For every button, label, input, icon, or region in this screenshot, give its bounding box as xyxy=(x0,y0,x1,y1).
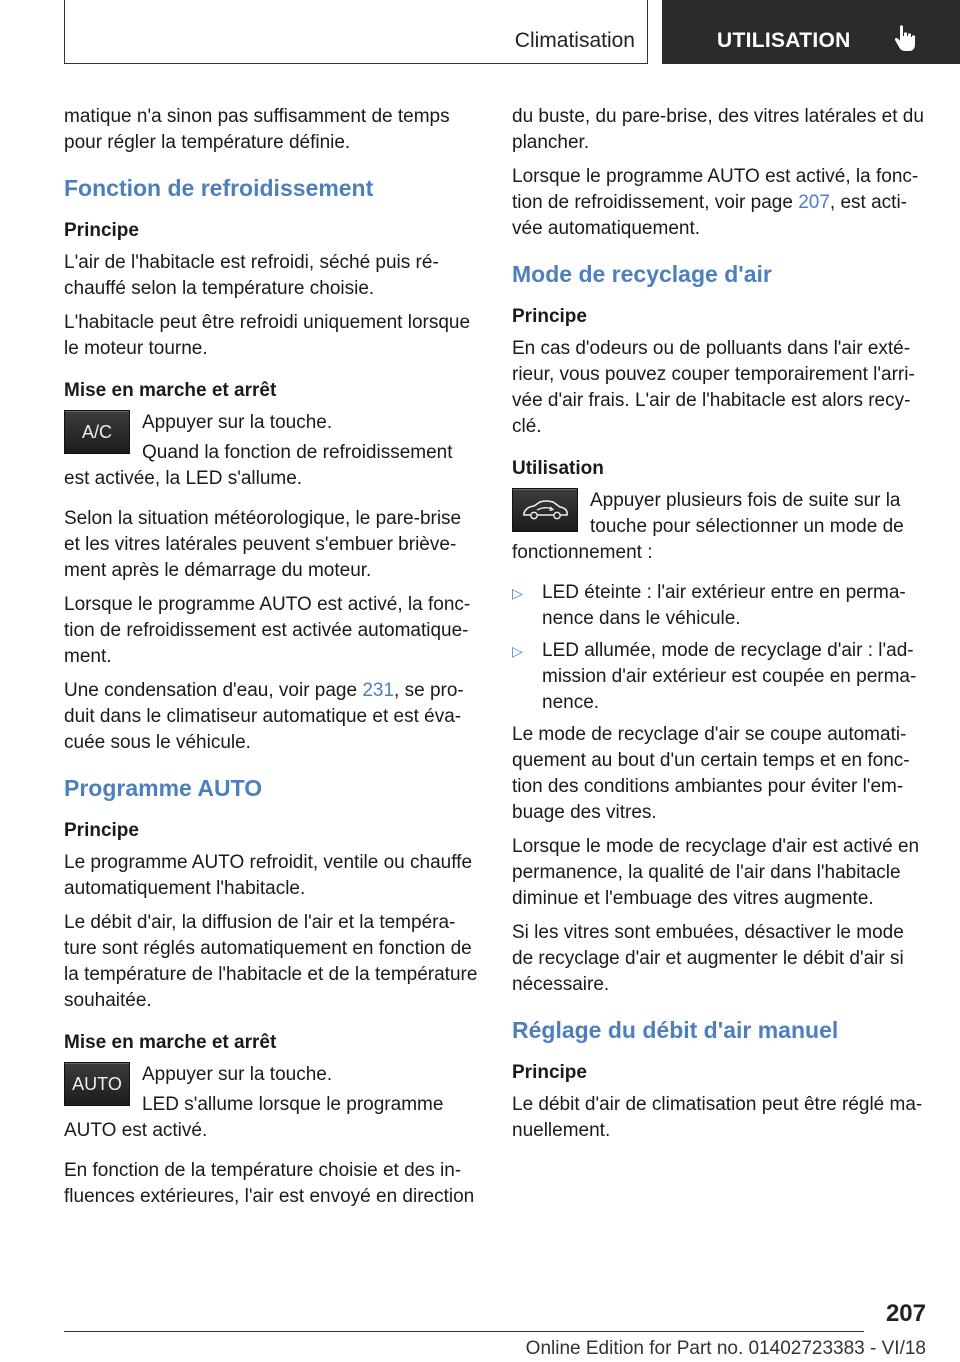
left-column xyxy=(64,104,478,1218)
condensation-paragraph xyxy=(64,678,478,756)
fog-paragraph: Selon la situation météorologique, le pare-brise et les vitres latérales peuvent s'embuer brièvement après le démarrage du moteur. xyxy=(64,508,462,581)
continuation-paragraph: du buste, du pare-brise, des vitres latérales et du plancher. xyxy=(512,106,924,153)
condensation-text-pre: Une condensation d'eau, voir page xyxy=(64,680,363,701)
auto-activation-text-post: , est activée automatiquement. xyxy=(512,192,907,239)
ac-button-instruction xyxy=(64,410,478,492)
auto-button-icon xyxy=(64,1062,130,1106)
subheading-recirc-principle: Principe xyxy=(512,306,587,327)
heading-recirculation-mode: Mode de recyclage d'air xyxy=(512,261,772,287)
recirc-instruction: Appuyer plusieurs fois de suite sur la touche pour sélectionner un mode de fonctionnement : xyxy=(512,490,904,563)
page-link-207[interactable]: 207 xyxy=(798,192,830,213)
auto-activation-text-pre: Lorsque le programme AUTO est activé, la fonction de refroidissement, voir page xyxy=(512,166,919,213)
auto-paragraph-1: Le programme AUTO refroidit, ventile ou chauffe automatiquement l'habitacle. xyxy=(64,852,473,899)
heading-cooling-function: Fonction de refroidissement xyxy=(64,175,374,201)
subheading-cooling-onoff: Mise en marche et arrêt xyxy=(64,380,277,401)
car-recirculation-icon xyxy=(520,497,570,523)
recirc-paragraph-1: En cas d'odeurs ou de polluants dans l'air extérieur, vous pouvez couper temporairement l'arrivée d'air frais. L'air de l'habitacle est alors recyclé. xyxy=(512,338,915,437)
ac-button-icon xyxy=(64,410,130,454)
auto-button-label: AUTO xyxy=(72,1073,122,1094)
ac-instruction-1: Appuyer sur la touche. xyxy=(142,412,333,433)
footer-divider xyxy=(64,1331,864,1332)
auto-button-instruction xyxy=(64,1062,478,1144)
recirculation-button-icon xyxy=(512,488,578,532)
list-item xyxy=(512,638,926,716)
subheading-cooling-principle: Principe xyxy=(64,220,139,241)
header-section-box xyxy=(64,0,648,64)
auto-cooling-paragraph: Lorsque le programme AUTO est activé, la fonction de refroidissement est activée automatiquement. xyxy=(64,594,471,667)
ac-button-label: A/C xyxy=(81,421,112,442)
auto-activation-paragraph xyxy=(512,164,926,242)
header-chapter-tab xyxy=(662,0,960,64)
recirc-mode-list xyxy=(512,580,926,716)
list-item xyxy=(512,580,926,632)
subheading-auto-principle: Principe xyxy=(64,820,139,841)
pointing-hand-icon xyxy=(894,24,916,52)
subheading-auto-onoff: Mise en marche et arrêt xyxy=(64,1032,277,1053)
subheading-recirc-use: Utilisation xyxy=(512,458,604,479)
ac-instruction-2: Quand la fonction de refroidissement est activée, la LED s'allume. xyxy=(64,442,453,489)
page-number: 207 xyxy=(885,1300,926,1327)
header-chapter-title: UTILISATION xyxy=(717,29,851,52)
heading-auto-program: Programme AUTO xyxy=(64,775,263,801)
recirc-button-instruction xyxy=(512,488,926,566)
footer-edition: Online Edition for Part no. 01402723383 - VI/18 xyxy=(525,1338,926,1359)
recirc-paragraph-4: Si les vitres sont embuées, désactiver le mode de recyclage d'air et augmenter le débit d'air si nécessaire. xyxy=(512,922,904,995)
auto-paragraph-3: En fonction de la température choisie et des influences extérieures, l'air est envoyé en direction xyxy=(64,1160,475,1207)
cooling-paragraph-1: L'air de l'habitacle est refroidi, séché puis réchauffé selon la température choisie. xyxy=(64,252,439,299)
right-column xyxy=(512,104,926,1152)
condensation-text-post: , se produit dans le climatiseur automatique et est évacuée sous le véhicule. xyxy=(64,680,464,753)
heading-manual-airflow: Réglage du débit d'air manuel xyxy=(512,1017,839,1043)
list-item-text: LED allumée, mode de recyclage d'air : l'admission d'air extérieur est coupée en permanence. xyxy=(542,640,917,713)
auto-instruction-2: LED s'allume lorsque le programme AUTO est activé. xyxy=(64,1094,444,1141)
intro-paragraph: matique n'a sinon pas suffisamment de temps pour régler la température définie. xyxy=(64,106,450,153)
bullet-triangle-icon: ▷ xyxy=(512,585,523,601)
auto-instruction-1: Appuyer sur la touche. xyxy=(142,1064,333,1085)
recirc-paragraph-2: Le mode de recyclage d'air se coupe automatiquement au bout d'un certain temps et en fonction des conditions ambiantes pour éviter l'embuage des vitres. xyxy=(512,724,910,823)
subheading-flow-principle: Principe xyxy=(512,1062,587,1083)
header-section-title: Climatisation xyxy=(514,29,635,52)
bullet-triangle-icon: ▷ xyxy=(512,643,523,659)
auto-paragraph-2: Le débit d'air, la diffusion de l'air et la température sont réglés automatiquement en fonction de la température de l'habitacle et de la température souhaitée. xyxy=(64,912,478,1011)
cooling-paragraph-2: L'habitacle peut être refroidi uniquement lorsque le moteur tourne. xyxy=(64,312,471,359)
list-item-text: LED éteinte : l'air extérieur entre en permanence dans le véhicule. xyxy=(542,582,906,629)
page-link-231[interactable]: 231 xyxy=(362,680,395,701)
flow-paragraph-1: Le débit d'air de climatisation peut être réglé manuellement. xyxy=(512,1094,923,1141)
recirc-paragraph-3: Lorsque le mode de recyclage d'air est activé en permanence, la qualité de l'air dans l'habitacle diminue et l'embuage des vitres augmente. xyxy=(512,836,920,909)
